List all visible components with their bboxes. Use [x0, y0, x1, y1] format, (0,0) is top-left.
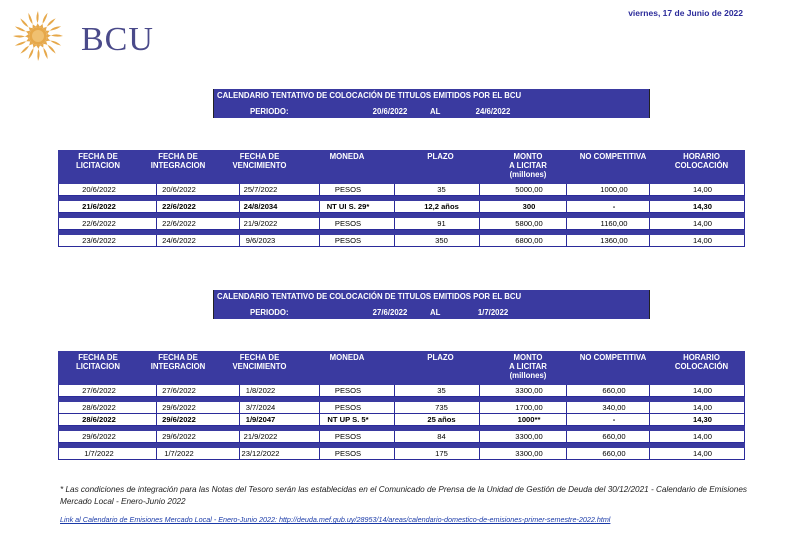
column-header-line: PLAZO [427, 152, 454, 161]
column-header [218, 152, 301, 170]
table-cell: 735 [435, 403, 448, 412]
table-cell: 12,2 años [424, 202, 459, 211]
table-cell: 300 [522, 202, 536, 211]
column-header [138, 353, 218, 371]
table-cell: 6800,00 [515, 236, 543, 245]
column-header-line: VENCIMIENTO [232, 362, 287, 371]
table-cell: PESOS [334, 185, 362, 194]
column-header-line: HORARIO [683, 152, 720, 161]
table-cell: NT UI S. 29* [326, 202, 370, 211]
column-header-line: MONTO [513, 152, 543, 161]
table-cell: 1/9/2047 [245, 415, 276, 424]
column-header [488, 152, 568, 179]
table-cell: 1/8/2022 [245, 386, 276, 395]
column-header-line: FECHA DE [239, 353, 280, 362]
table-row [58, 431, 745, 443]
table-cell: 14,00 [692, 236, 712, 245]
table-cell: PESOS [334, 449, 362, 458]
column-header [488, 353, 568, 380]
table-row [58, 448, 745, 460]
table-cell: 23/12/2022 [241, 449, 280, 458]
column-header [568, 152, 658, 161]
report-date: viernes, 17 de Junio de 2022 [628, 8, 743, 18]
column-header-line: COLOCACIÓN [674, 362, 729, 371]
table-cell: 27/6/2022 [82, 386, 116, 395]
table-cell: 14,00 [692, 403, 712, 412]
column-header [301, 152, 393, 161]
column-header-line: MONTO [513, 353, 543, 362]
column-header-line: FECHA DE [239, 152, 280, 161]
table-cell: - [612, 415, 616, 424]
table-cell: 35 [437, 185, 446, 194]
table-cell: 3300,00 [515, 449, 543, 458]
table-cell: 5000,00 [515, 185, 543, 194]
table-cell: 14,30 [692, 202, 712, 211]
table-cell: 23/6/2022 [82, 236, 116, 245]
period-to: 1/7/2022 [477, 308, 509, 317]
column-header-line: VENCIMIENTO [232, 161, 287, 170]
table-cell: 84 [437, 432, 446, 441]
table-cell: PESOS [334, 432, 362, 441]
section-header-2 [213, 290, 650, 319]
table-cell: 24/8/2034 [243, 202, 278, 211]
table-cell: PESOS [334, 236, 362, 245]
period-from: 20/6/2022 [372, 107, 408, 116]
table-cell: 28/6/2022 [82, 415, 116, 424]
table-cell: 25 años [427, 415, 456, 424]
table-cell: 14,30 [692, 415, 712, 424]
table-cell: 3300,00 [515, 432, 543, 441]
column-header [658, 152, 745, 170]
table-cell: 21/6/2022 [82, 202, 116, 211]
table-cell: 340,00 [602, 403, 626, 412]
table-cell: 20/6/2022 [162, 185, 196, 194]
period-from: 27/6/2022 [372, 308, 408, 317]
table-cell: PESOS [334, 219, 362, 228]
table-cell: 28/6/2022 [82, 403, 116, 412]
column-header [393, 152, 488, 161]
table-cell: 29/6/2022 [82, 432, 116, 441]
column-header [301, 353, 393, 362]
table-cell: 3/7/2024 [245, 403, 276, 412]
table-cell: 1700,00 [515, 403, 543, 412]
table-cell: PESOS [334, 403, 362, 412]
table-cell: 660,00 [602, 449, 626, 458]
table-cell: 91 [437, 219, 446, 228]
table-cell: 1/7/2022 [84, 449, 114, 458]
table-cell: 1/7/2022 [164, 449, 194, 458]
calendar-table-1 [58, 150, 745, 247]
column-header-line: FECHA DE [158, 152, 198, 161]
table-cell: 24/6/2022 [162, 236, 196, 245]
table-cell: 29/6/2022 [162, 403, 196, 412]
column-header-line: NO COMPETITIVA [579, 152, 647, 161]
column-header [58, 353, 138, 371]
table-cell: PESOS [334, 386, 362, 395]
period-al: AL [430, 107, 441, 116]
footnote: * Las condiciones de integración para las Notas del Tesoro serán las establecidas en el Comunicado de Prensa de la Unidad de Gestión de Deuda del 30/12/2021 - Calendario de Emisiones Mercado Local - Enero-Junio 2022 [60, 485, 747, 506]
column-header-line: (millones) [509, 170, 547, 179]
bcu-logo [10, 8, 160, 64]
column-header-line: COLOCACIÓN [674, 161, 729, 170]
table-cell: 1160,00 [600, 219, 628, 228]
column-header-line: A LICITAR [509, 362, 547, 371]
column-header [58, 152, 138, 170]
logo-text: BCU [81, 21, 154, 58]
table-cell: 1000,00 [600, 185, 628, 194]
section-title: CALENDARIO TENTATIVO DE COLOCACIÓN DE TITULOS EMITIDOS POR EL BCU [217, 91, 522, 100]
column-header-line: LICITACION [75, 161, 121, 170]
table-cell: 22/6/2022 [162, 202, 196, 211]
table-cell: 14,00 [692, 449, 712, 458]
column-header-line: INTEGRACION [150, 362, 206, 371]
column-header-line: FECHA DE [158, 353, 198, 362]
calendar-link[interactable]: Link al Calendario de Emisiones Mercado Local - Enero-Junio 2022: http://deuda.mef.gub.uy/28953/14/areas/calendario-domestico-de-emisiones-primer-semestre-2022.html [60, 515, 611, 524]
table-cell: 14,00 [692, 432, 712, 441]
table-cell: 22/6/2022 [162, 219, 196, 228]
column-header-line: INTEGRACION [150, 161, 206, 170]
table-cell: - [612, 202, 616, 211]
column-header [393, 353, 488, 362]
table-cell: 3300,00 [515, 386, 543, 395]
table-cell: 29/6/2022 [162, 432, 196, 441]
table-cell: 21/9/2022 [243, 219, 278, 228]
column-header-line: A LICITAR [509, 161, 547, 170]
column-header [658, 353, 745, 371]
table-header [58, 351, 745, 385]
table-cell: 1000** [517, 415, 541, 424]
table-cell: 14,00 [692, 219, 712, 228]
column-header [568, 353, 658, 362]
table-row [58, 201, 745, 213]
period-label: PERIODO: [250, 308, 289, 317]
column-header-line: PLAZO [427, 353, 454, 362]
table-row [58, 218, 745, 230]
column-header-line: FECHA DE [78, 152, 118, 161]
section-title: CALENDARIO TENTATIVO DE COLOCACIÓN DE TITULOS EMITIDOS POR EL BCU [217, 292, 522, 301]
table-cell: NT UP S. 5* [327, 415, 369, 424]
column-header-line: HORARIO [683, 353, 720, 362]
table-cell: 25/7/2022 [243, 185, 278, 194]
table-cell: 660,00 [602, 432, 626, 441]
table-cell: 35 [437, 386, 446, 395]
table-row [58, 402, 745, 414]
column-header-line: MONEDA [329, 152, 365, 161]
table-cell: 175 [435, 449, 448, 458]
table-cell: 22/6/2022 [82, 219, 116, 228]
table-cell: 21/9/2022 [243, 432, 278, 441]
table-cell: 14,00 [692, 386, 712, 395]
section-header-1 [213, 89, 650, 118]
period-label: PERIODO: [250, 107, 289, 116]
table-row [58, 184, 745, 196]
column-header [138, 152, 218, 170]
column-header-line: NO COMPETITIVA [579, 353, 647, 362]
table-cell: 29/6/2022 [162, 415, 196, 424]
table-row [58, 235, 745, 247]
table-cell: 9/6/2023 [245, 236, 276, 245]
table-cell: 660,00 [602, 386, 626, 395]
table-row [58, 385, 745, 397]
sun-icon [10, 8, 70, 64]
table-cell: 20/6/2022 [82, 185, 116, 194]
table-header [58, 150, 745, 184]
table-cell: 1360,00 [600, 236, 628, 245]
column-header-line: FECHA DE [78, 353, 118, 362]
column-header [218, 353, 301, 371]
column-header-line: (millones) [509, 371, 547, 380]
column-header-line: MONEDA [329, 353, 365, 362]
table-cell: 350 [435, 236, 448, 245]
period-to: 24/6/2022 [475, 107, 511, 116]
table-row [58, 414, 745, 426]
calendar-table-2 [58, 351, 745, 460]
period-al: AL [430, 308, 441, 317]
table-cell: 27/6/2022 [162, 386, 196, 395]
table-cell: 5800,00 [515, 219, 543, 228]
column-header-line: LICITACION [75, 362, 121, 371]
table-cell: 14,00 [692, 185, 712, 194]
